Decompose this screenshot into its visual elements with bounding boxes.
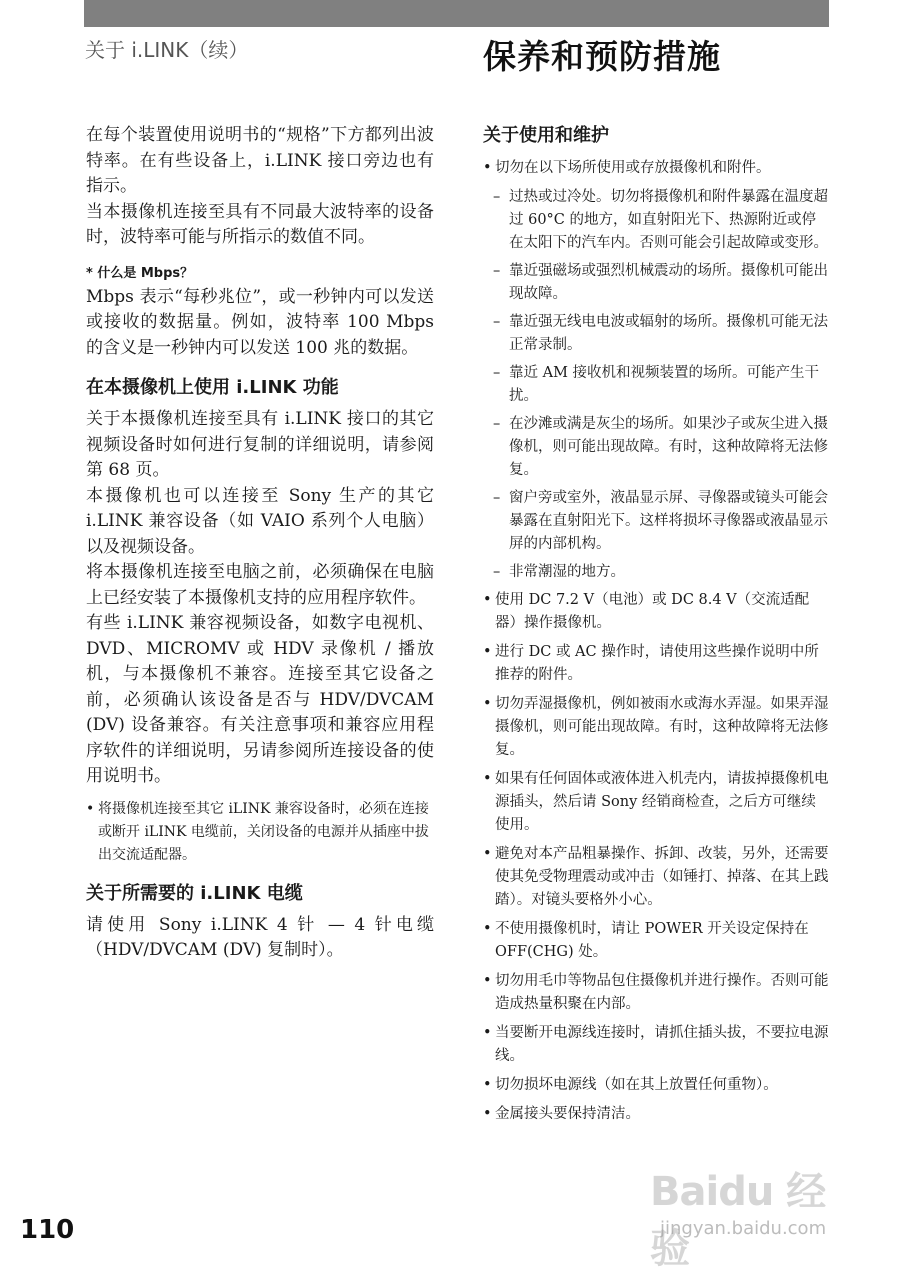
watermark-logo: Baidu 经验 bbox=[650, 1169, 826, 1272]
paragraph: 有些 i.LINK 兼容视频设备，如数字电视机、DVD、MICROMV 或 HDV 录像机 / 播放机，与本摄像机不兼容。连接至其它设备之前，必须确认该设备是否与 HDV/DVCAM (DV) 设备兼容。有关注意事项和兼容应用程序软件的详细说明，另请参阅所连接设备的使用说明书。 bbox=[86, 613, 434, 786]
note-body: Mbps 表示“每秒兆位”，或一秒钟内可以发送或接收的数据量。例如，波特率 100 Mbps 的含义是一秒钟内可以发送 100 兆的数据。 bbox=[86, 286, 434, 358]
bullet-item: • 不使用摄像机时，请让 POWER 开关设定保持在 OFF(CHG) 处。 bbox=[483, 918, 830, 964]
heading-use-maintenance: 关于使用和维护 bbox=[483, 125, 609, 146]
bullet-item: • 进行 DC 或 AC 操作时，请使用这些操作说明中所推荐的附件。 bbox=[483, 641, 830, 687]
bullet-item: • 避免对本产品粗暴操作、拆卸、改装，另外，还需要使其免受物理震动或冲击（如锤打、掉落、在其上践踏）。对镜头要格外小心。 bbox=[483, 843, 830, 912]
running-header: 关于 i.LINK（续） bbox=[85, 38, 249, 62]
bullet-item: • 切勿在以下场所使用或存放摄像机和附件。 bbox=[483, 157, 830, 180]
header-bar bbox=[84, 0, 829, 27]
dash-item: – 靠近 AM 接收机和视频装置的场所。可能产生干扰。 bbox=[483, 362, 830, 408]
paragraph: 将本摄像机连接至电脑之前，必须确保在电脑上已经安装了本摄像机支持的应用程序软件。 bbox=[86, 562, 434, 608]
dash-item: – 过热或过冷处。切勿将摄像机和附件暴露在温度超过 60°C 的地方，如直射阳光下、热源附近或停在太阳下的汽车内。否则可能会引起故障或变形。 bbox=[483, 186, 830, 255]
bullet-item: • 切勿弄湿摄像机，例如被雨水或海水弄湿。如果弄湿摄像机，则可能出现故障。有时，这种故障将无法修复。 bbox=[483, 693, 830, 762]
heading-cable: 关于所需要的 i.LINK 电缆 bbox=[86, 882, 303, 904]
dash-item: – 非常潮湿的地方。 bbox=[483, 561, 830, 584]
paragraph: 关于本摄像机连接至具有 i.LINK 接口的其它视频设备时如何进行复制的详细说明，请参阅第 68 页。 bbox=[86, 409, 434, 480]
paragraph: 在每个装置使用说明书的“规格”下方都列出波特率。在有些设备上，i.LINK 接口旁边也有指示。 bbox=[86, 125, 434, 196]
dash-item: – 靠近强无线电电波或辐射的场所。摄像机可能无法正常录制。 bbox=[483, 311, 830, 357]
paragraph: 请使用 Sony i.LINK 4 针 — 4 针电缆（HDV/DVCAM (DV) 复制时）。 bbox=[86, 914, 434, 960]
bullet-item: • 切勿用毛巾等物品包住摄像机并进行操作。否则可能造成热量积聚在内部。 bbox=[483, 970, 830, 1016]
dash-item: – 窗户旁或室外，液晶显示屏、寻像器或镜头可能会暴露在直射阳光下。这样将损坏寻像器或液晶显示屏的内部机构。 bbox=[483, 487, 830, 556]
section-title: 保养和预防措施 bbox=[483, 37, 721, 76]
left-column bbox=[86, 123, 434, 964]
bullet-item: • 使用 DC 7.2 V（电池）或 DC 8.4 V（交流适配器）操作摄像机。 bbox=[483, 589, 830, 635]
page-number: 110 bbox=[20, 1215, 75, 1245]
paragraph: 本摄像机也可以连接至 Sony 生产的其它 i.LINK 兼容设备（如 VAIO 系列个人电脑）以及视频设备。 bbox=[86, 485, 434, 557]
bullet-item: • 当要断开电源线连接时，请抓住插头拔，不要拉电源线。 bbox=[483, 1022, 830, 1068]
dash-item: – 靠近强磁场或强烈机械震动的场所。摄像机可能出现故障。 bbox=[483, 260, 830, 306]
note-title: * 什么是 Mbps？ bbox=[86, 265, 194, 281]
right-column bbox=[483, 123, 830, 1132]
bullet-item: • 金属接头要保持清洁。 bbox=[483, 1103, 830, 1126]
dash-item: – 在沙滩或满是灰尘的场所。如果沙子或灰尘进入摄像机，则可能出现故障。有时，这种故障将无法修复。 bbox=[483, 413, 830, 482]
watermark bbox=[650, 1160, 840, 1272]
bullet-item: • 切勿损坏电源线（如在其上放置任何重物）。 bbox=[483, 1074, 830, 1097]
heading-use-ilink: 在本摄像机上使用 i.LINK 功能 bbox=[86, 377, 339, 398]
watermark-url: jingyan.baidu.com bbox=[660, 1218, 827, 1239]
bullet-item: • 将摄像机连接至其它 iLINK 兼容设备时，必须在连接或断开 iLINK 电缆前，关闭设备的电源并从插座中拔出交流适配器。 bbox=[86, 798, 434, 867]
bullet-item: • 如果有任何固体或液体进入机壳内，请拔掉摄像机电源插头，然后请 Sony 经销商检查，之后方可继续使用。 bbox=[483, 768, 830, 837]
paragraph: 当本摄像机连接至具有不同最大波特率的设备时，波特率可能与所指示的数值不同。 bbox=[86, 201, 434, 247]
